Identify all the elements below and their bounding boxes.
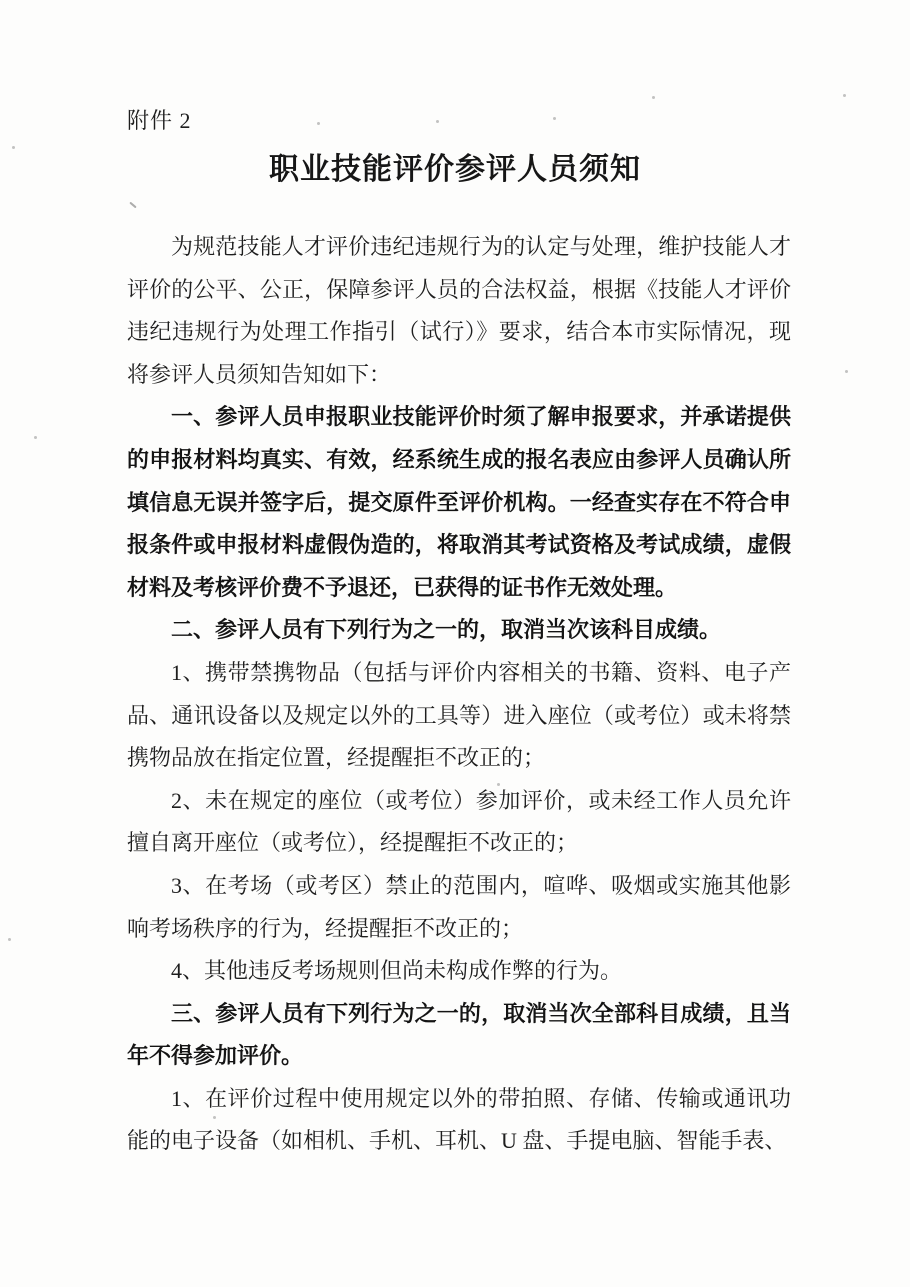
paragraph-section-3: 三、参评人员有下列行为之一的，取消当次全部科目成绩，且当年不得参加评价。 [127,1000,791,1069]
scan-speck [843,94,846,97]
scan-speck [34,436,37,439]
paragraph-section-2-item-1: 1、携带禁携物品（包括与评价内容相关的书籍、资料、电子产品、通讯设备以及规定以外的工具等）进入座位（或考位）或未将禁携物品放在指定位置，经提醒拒不改正的； [127,659,791,771]
paragraph-intro: 为规范技能人才评价违纪违规行为的认定与处理，维护技能人才评价的公平、公正，保障参评人员的合法权益，根据《技能人才评价违纪违规行为处理工作指引（试行）》要求，结合本市实际情况，现将参评人员须知告知如下： [127,234,791,387]
document-title: 职业技能评价参评人员须知 [269,153,641,186]
scan-speck [553,117,556,120]
paragraph-section-1: 一、参评人员申报职业技能评价时须了解申报要求，并承诺提供的申报材料均真实、有效，经系统生成的报名表应由参评人员确认所填信息无误并签字后，提交原件至评价机构。一经查实存在不符合申报条件或申报材料虚假伪造的，将取消其考试资格及考试成绩，虚假材料及考核评价费不予退还，已获得的证书作无效处理。 [127,404,791,600]
paragraph-section-2-item-3: 3、在考场（或考区）禁止的范围内，喧哗、吸烟或实施其他影响考场秩序的行为，经提醒拒不改正的； [127,872,791,941]
scan-speck [8,938,11,941]
scan-speck [652,96,655,99]
document-body [127,226,791,1163]
paragraph-section-2-item-4: 4、其他违反考场规则但尚未构成作弊的行为。 [171,958,623,984]
scan-speck [317,122,320,125]
scan-speck [436,120,439,123]
scan-speck [129,202,136,209]
paragraph-section-2: 二、参评人员有下列行为之一的，取消当次该科目成绩。 [171,617,722,643]
attachment-label: 附件 2 [127,108,192,133]
scan-speck [12,146,15,149]
scan-speck [213,1116,216,1119]
scan-speck [497,783,500,786]
paragraph-section-3-item-1: 1、在评价过程中使用规定以外的带拍照、存储、传输或通讯功能的电子设备（如相机、手机、耳机、U 盘、手提电脑、智能手表、 [127,1085,791,1154]
paragraph-section-2-item-2: 2、未在规定的座位（或考位）参加评价，或未经工作人员允许擅自离开座位（或考位），经提醒拒不改正的； [127,787,791,856]
scan-speck [845,370,848,373]
